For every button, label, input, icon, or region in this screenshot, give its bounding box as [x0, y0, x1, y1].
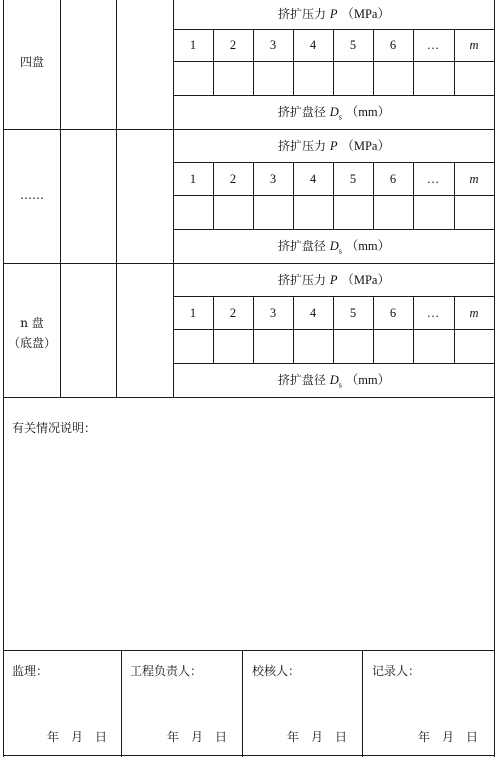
b2-grid-v6 — [413, 162, 414, 230]
sig-checker-label: 校核人： — [252, 664, 301, 678]
sig-supervisor-date: 年 月 日 — [47, 730, 108, 744]
b2-grid-v7 — [454, 162, 455, 230]
col-line-2 — [116, 0, 117, 398]
b2-diam-var: D — [329, 239, 339, 253]
sig-divider-3 — [362, 650, 363, 757]
b2-index-3: 3 — [269, 172, 277, 186]
sig-supervisor-field[interactable] — [50, 662, 116, 680]
b3-grid-v1 — [213, 296, 214, 364]
b1-index-ellipsis: … — [426, 38, 440, 52]
b1-grid-v5 — [373, 29, 374, 96]
b3-pressure-var: P — [329, 273, 338, 287]
b2-row-label-line1: …… — [20, 188, 44, 202]
b2-diam-sub: s — [338, 246, 342, 256]
border-bottom — [3, 755, 495, 756]
border-right — [494, 0, 495, 757]
b3-index-m: m — [469, 306, 479, 320]
b3-grid-v7 — [454, 296, 455, 364]
b2-index-m: m — [469, 172, 479, 186]
b3-diam-sub: s — [338, 380, 342, 390]
b1-grid-v6 — [413, 29, 414, 96]
b3-index-ellipsis: … — [426, 306, 440, 320]
sig-recorder-field[interactable] — [425, 662, 490, 680]
b2-diam-unit: （mm） — [345, 239, 391, 253]
b3-diam-var: D — [329, 373, 339, 387]
sig-engineer-label: 工程负责人： — [130, 664, 203, 678]
b2-pressure-header — [278, 139, 390, 153]
b1-diam-label: 挤扩盘径 — [277, 105, 326, 119]
b3-grid-v4 — [333, 296, 334, 364]
b1-index-1: 1 — [189, 38, 197, 52]
b1-diam-var: D — [329, 105, 339, 119]
col-line-3 — [173, 0, 174, 398]
b2-index-ellipsis: … — [426, 172, 440, 186]
b2-index-6: 6 — [389, 172, 397, 186]
block-separator-1 — [3, 129, 495, 130]
b2-index-5: 5 — [349, 172, 357, 186]
notes-field[interactable] — [6, 440, 492, 648]
sig-recorder-label: 记录人： — [372, 664, 421, 678]
b1-diam-sub: s — [338, 112, 342, 122]
b3-index-1: 1 — [189, 306, 197, 320]
sig-supervisor-label: 监理： — [12, 664, 49, 678]
b3-row-label-line1: n 盘 — [20, 316, 44, 330]
sig-recorder-date: 年 月 日 — [418, 730, 479, 744]
b1-index-6: 6 — [389, 38, 397, 52]
sig-checker-date: 年 月 日 — [287, 730, 348, 744]
b3-grid-v5 — [373, 296, 374, 364]
b2-pressure-var: P — [329, 139, 338, 153]
b2-diameter-header — [278, 239, 390, 258]
b1-index-5: 5 — [349, 38, 357, 52]
b1-grid-v1 — [213, 29, 214, 96]
b1-diam-unit: （mm） — [345, 105, 391, 119]
sig-divider-1 — [121, 650, 122, 757]
sig-engineer-date: 年 月 日 — [167, 730, 228, 744]
border-left — [3, 0, 4, 757]
b1-pressure-header — [278, 7, 390, 21]
b2-pressure-unit: （MPa） — [341, 139, 390, 153]
col-line-1 — [60, 0, 61, 398]
b3-row-label — [8, 313, 56, 353]
b1-row-label — [20, 55, 44, 69]
block-separator-2 — [3, 263, 495, 264]
b3-pressure-unit: （MPa） — [341, 273, 390, 287]
b3-pressure-label: 挤扩压力 — [278, 273, 327, 287]
block-separator-3 — [3, 397, 495, 398]
b3-diam-label: 挤扩盘径 — [277, 373, 326, 387]
b1-index-m: m — [469, 38, 479, 52]
sig-checker-field[interactable] — [305, 662, 357, 680]
b3-row-label-line2: （底盘） — [7, 336, 57, 350]
b3-index-3: 3 — [269, 306, 277, 320]
b3-index-5: 5 — [349, 306, 357, 320]
b2-grid-v2 — [253, 162, 254, 230]
b1-index-3: 3 — [269, 38, 277, 52]
notes-label: 有关情况说明： — [12, 421, 97, 435]
b1-row-label-line1: 四盘 — [19, 55, 45, 69]
b3-diameter-header — [278, 373, 390, 392]
b2-grid-v4 — [333, 162, 334, 230]
b2-grid-v3 — [293, 162, 294, 230]
b1-grid-v3 — [293, 29, 294, 96]
b1-pressure-unit: （MPa） — [341, 7, 390, 21]
b2-index-4: 4 — [309, 172, 317, 186]
b2-grid-v5 — [373, 162, 374, 230]
b2-row-label — [20, 188, 44, 202]
b3-diam-unit: （mm） — [345, 373, 391, 387]
b1-grid-v2 — [253, 29, 254, 96]
b2-grid-v1 — [213, 162, 214, 230]
b3-pressure-header — [278, 273, 390, 287]
b3-grid-v2 — [253, 296, 254, 364]
b1-diameter-header — [278, 105, 390, 124]
b1-pressure-var: P — [329, 7, 338, 21]
b2-index-1: 1 — [189, 172, 197, 186]
b1-index-2: 2 — [229, 38, 237, 52]
notes-bottom-line — [3, 650, 495, 651]
b3-index-2: 2 — [229, 306, 237, 320]
b2-index-2: 2 — [229, 172, 237, 186]
b3-grid-v3 — [293, 296, 294, 364]
b3-index-6: 6 — [389, 306, 397, 320]
sig-divider-2 — [242, 650, 243, 757]
sig-engineer-field[interactable] — [208, 662, 238, 680]
b3-index-4: 4 — [309, 306, 317, 320]
b2-pressure-label: 挤扩压力 — [278, 139, 327, 153]
b1-grid-v4 — [333, 29, 334, 96]
b2-diam-label: 挤扩盘径 — [277, 239, 326, 253]
b3-grid-v6 — [413, 296, 414, 364]
b1-pressure-label: 挤扩压力 — [278, 7, 327, 21]
b1-index-4: 4 — [309, 38, 317, 52]
b1-grid-v7 — [454, 29, 455, 96]
